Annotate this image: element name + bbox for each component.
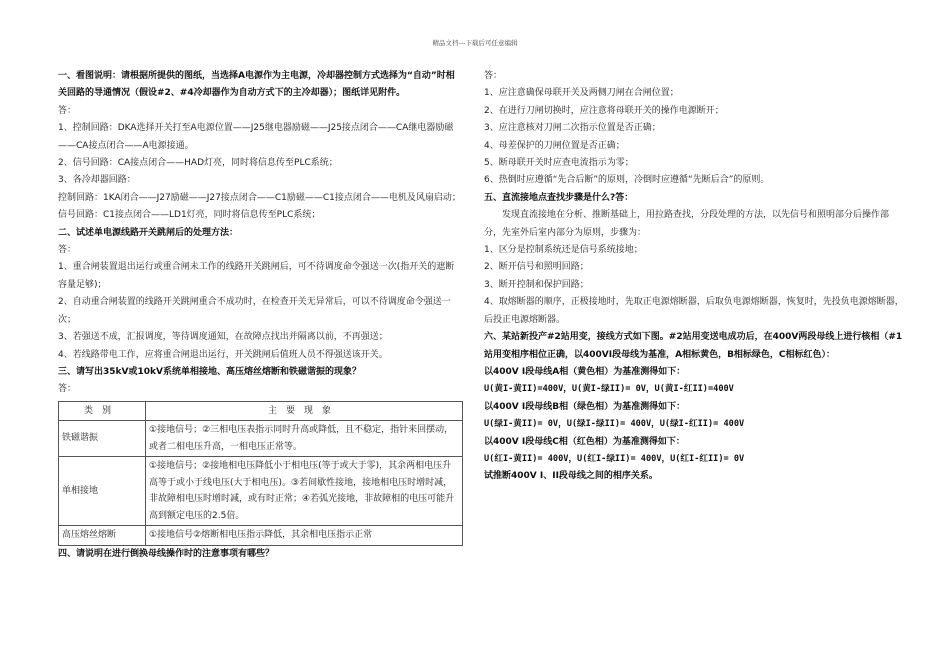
q1-line-4: 控制回路：1KA闭合——J27励磁——J27接点闭合——C1励磁——C1接点闭合——电机及风扇启动； bbox=[58, 192, 461, 203]
q5-paragraph: 发现直流接地在分析、推断基础上，用拉路查找，分段处理的方法，以先信号和照明部分后操作部分，先室外后室内部分为原则，步骤为： bbox=[484, 210, 890, 238]
phase-c-title: 以400V I段母线C相（红色相）为基准测得如下： bbox=[484, 436, 685, 447]
q1-line-3: 3、各冷却器回路： bbox=[58, 175, 136, 186]
q4-line-4: 4、母差保护的刀闸位置是否正确； bbox=[484, 140, 625, 151]
q1-line-1: 1、控制回路：DKA选择开关打至A电源位置——J25继电器励磁——J25接点闭合——CA继电器励磁——CA接点闭合——A电源接通。 bbox=[58, 123, 454, 151]
phenomena-table bbox=[58, 401, 463, 546]
q4-line-2: 2、在进行刀闸切换时，应注意将母联开关的操作电源断开； bbox=[484, 105, 724, 116]
q4-line-3: 3、应注意核对刀闸二次指示位置是否正确； bbox=[484, 123, 661, 134]
table-header-row bbox=[59, 401, 463, 421]
page-header: 精品文档---下载后可任意编辑 bbox=[432, 39, 518, 47]
phase-c-values: U(红I-黄II)= 400V，U(红I-绿II)= 400V，U(红I-红II)= 0V bbox=[484, 453, 745, 464]
q5-line-1: 1、区分是控制系统还是信号系统接地； bbox=[484, 245, 643, 256]
phase-a-title: 以400V I段母线A相（黄色相）为基准测得如下： bbox=[484, 366, 686, 377]
table-cell-phenomena: ①接地信号；②三相电压表指示同时升高或降低，且不稳定，指针来回摆动，或者二相电压升高，一相电压正常等。 bbox=[146, 421, 463, 457]
question-5-title: 五、直流接地点查找步骤是什么?答： bbox=[484, 192, 634, 203]
table-row bbox=[59, 526, 463, 546]
q2-line-4: 4、若线路带电工作，应将重合闸退出运行，开关跳闸后值班人员不得强送该开关。 bbox=[58, 349, 388, 360]
q4-line-6: 6、热倒时应遵循“先合后断”的原则，冷倒时应遵循“先断后合”的原则。 bbox=[484, 175, 770, 186]
q4-line-1: 1、应注意确保母联开关及两侧刀闸在合闸位置； bbox=[484, 88, 679, 99]
table-header-category: 类别 bbox=[59, 401, 146, 421]
table-cell-phenomena: ①接地信号②熔断相电压指示降低，其余相电压指示正常 bbox=[146, 526, 463, 546]
q5-line-3: 3、断开控制和保护回路； bbox=[484, 279, 589, 290]
q2-line-3: 3、若强送不成，汇报调度，等待调度通知，在故障点找出并隔离以前，不再强送； bbox=[58, 332, 388, 343]
table-row bbox=[59, 457, 463, 526]
phase-b-title: 以400V I段母线B相（绿色相）为基准测得如下： bbox=[484, 401, 686, 412]
table-cell-category: 单相接地 bbox=[59, 457, 146, 526]
phase-b-values: U(绿I-黄II)= 0V，U(绿I-绿II)= 400V，U(绿I-红II)= 400V bbox=[484, 419, 745, 430]
table-cell-category: 铁磁谐振 bbox=[59, 421, 146, 457]
q5-line-2: 2、断开信号和照明回路； bbox=[484, 262, 589, 273]
table-cell-category: 高压熔丝熔断 bbox=[59, 526, 146, 546]
q2-line-1: 1、重合闸装置退出运行或重合闸未工作的线路开关跳闸后，可不待调度命令强送一次(指开关的遮断容量足够)； bbox=[58, 262, 455, 290]
answer-label: 答： bbox=[58, 245, 77, 256]
q4-line-5: 5、断母联开关时应查电流指示为零； bbox=[484, 158, 634, 169]
answer-label: 答： bbox=[58, 105, 77, 116]
phase-a-values: U(黄I-黄II)=400V，U(黄I-绿II)= 0V，U(黄I-红II)=400V bbox=[484, 384, 734, 395]
table-header-phenomena: 主要现象 bbox=[146, 401, 463, 421]
question-6-conclusion: 试推断400V I、II段母线之间的相序关系。 bbox=[484, 471, 658, 482]
question-2-title: 二、试述单电源线路开关跳闸后的处理方法： bbox=[58, 227, 239, 238]
question-1-title: 一、看图说明：请根据所提供的图纸，当选择A电源作为主电源，冷却器控制方式选择为“自动”时相关回路的导通情况（假设#2、#4冷却器作为自动方式下的主冷却器）；图纸详见附件。 bbox=[58, 71, 455, 99]
table-cell-phenomena: ①接地信号；②接地相电压降低小于相电压(等于或大于零)，其余两相电压升高等于或小于线电压(大于相电压)。③若间歇性接地，接地相电压时增时减，非故障相电压时增时减，或有时正常；④若弧光接地，非故障相的电压可能升高到额定电压的2.5倍。 bbox=[146, 457, 463, 526]
answer-label: 答： bbox=[484, 71, 503, 81]
answer-label: 答： bbox=[58, 384, 77, 395]
q1-line-5: 信号回路：C1接点闭合——LD1灯亮，同时将信息传至PLC系统； bbox=[58, 210, 321, 221]
table-row bbox=[59, 421, 463, 457]
q1-line-2: 2、信号回路：CA接点闭合——HAD灯亮，同时将信息传至PLC系统； bbox=[58, 158, 338, 169]
q5-line-4: 4、取熔断器的顺序，正极接地时，先取正电源熔断器，后取负电源熔断器，恢复时，先投负电源熔断器，后投正电源熔断器。 bbox=[484, 297, 904, 325]
right-column bbox=[484, 68, 904, 486]
question-6-title: 六、某站新投产#2站用变，接线方式如下图。#2站用变送电成功后，在400V两段母线上进行核相（#1站用变相序相位正确，以400VI段母线为基准，A相标黄色，B相标绿色，C相标红色）： bbox=[484, 332, 903, 360]
question-3-title: 三、请写出35kV或10kV系统单相接地、高压熔丝熔断和铁磁谐振的现象？ bbox=[58, 366, 361, 377]
left-column bbox=[58, 68, 463, 563]
q2-line-2: 2、自动重合闸装置的线路开关跳闸重合不成功时，在检查开关无异常后，可以不待调度命令强送一次； bbox=[58, 297, 451, 325]
question-4-title: 四、请说明在进行倒换母线操作时的注意事项有哪些？ bbox=[58, 548, 275, 559]
